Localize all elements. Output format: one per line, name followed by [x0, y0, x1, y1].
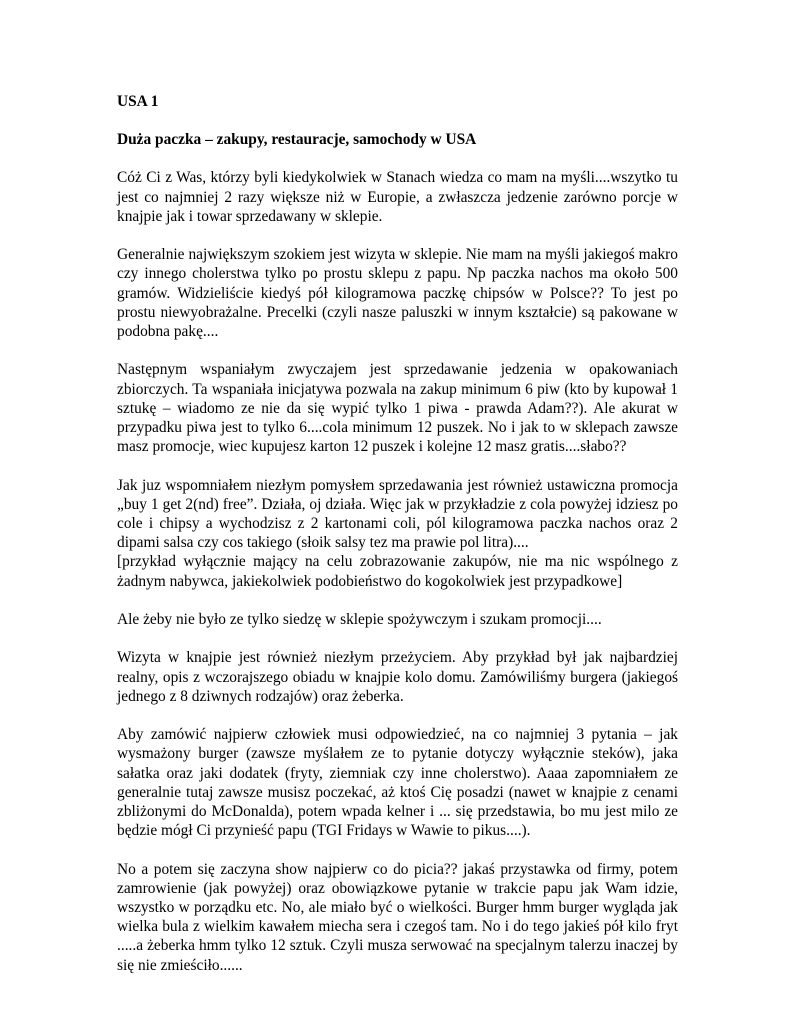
document-subtitle: Duża paczka – zakupy, restauracje, samochody w USA: [117, 131, 477, 149]
paragraph-the-show: No a potem się zaczyna show najpierw co do picia?? jakaś przystawka od firmy, potem zamrowienie (jak powyżej) oraz obowiązkowe pytanie w trakcie papu jak Wam idzie, wszystko w porządku etc. No, ale miało być o wielkości. Burger hmm burger wygląda jak wielka bula z wielkim kawałem miecha sera i czegoś tam. No i do tego jakieś pół kilo fryt .....a żeberka hmm tylko 12 sztuk. Czyli musza serwować na specjalnym talerzu inaczej by się nie zmieściło......: [117, 860, 678, 974]
document-body: [117, 92, 678, 994]
paragraph-shop-shock: Generalnie największym szokiem jest wizyta w sklepie. Nie mam na myśli jakiegoś makro czy innego cholerstwa tylko po prostu sklepu z papu. Np paczka nachos ma około 500 gramów. Widzieliście kiedyś pół kilogramowa paczkę chipsów w Polsce?? To jest po prostu niewyobrażalne. Precelki (czyli nasze paluszki w innym kształcie) są pakowane w podobna pakę....: [117, 246, 678, 341]
paragraph-bulk-packaging: Następnym wspaniałym zwyczajem jest sprzedawanie jedzenia w opakowaniach zbiorczych. Ta wspaniała inicjatywa pozwala na zakup minimum 6 piw (kto by kupował 1 sztukę – wiadomo ze nie da się wypić tylko 1 piwa - prawda Adam??). Ale akurat w przypadku piwa jest to tylko 6....cola minimum 12 puszek. No i jak to w sklepach zawsze masz promocje, wiec kupujesz karton 12 puszek i kolejne 12 masz gratis....słabo??: [117, 361, 678, 456]
disclaimer-note: [przykład wyłącznie mający na celu zobrazowanie zakupów, nie ma nic wspólnego z żadnym nabywca, jakiekolwiek podobieństwo do kogokolwiek jest przypadkowe]: [117, 553, 678, 590]
paragraph-restaurant-visit: Wizyta w knajpie jest również niezłym przeżyciem. Aby przykład był jak najbardziej realny, opis z wczorajszego obiadu w knajpie kolo domu. Zamówiliśmy burgera (jakiegoś jednego z 8 dziwnych rodzajów) oraz żeberka.: [117, 649, 678, 705]
paragraph-ordering: Aby zamówić najpierw człowiek musi odpowiedzieć, na co najmniej 3 pytania – jak wysmażony burger (zawsze myślałem ze to pytanie dotyczy wyłącznie steków), jaka sałatka oraz jaki dodatek (fryty, ziemniak czy inne cholerstwo). Aaaa zapomniałem ze generalnie tutaj zawsze musisz poczekać, aż ktoś Cię posadzi (nawet w knajpie z cenami zbliżonymi do McDonalda), potem wpada kelner i ... się przedstawia, bo mu jest milo ze będzie mógł Ci przynieść papu (TGI Fridays w Wawie to pikus....).: [117, 726, 678, 840]
paragraph-promotion: [117, 476, 678, 591]
paragraph-intro: Cóż Ci z Was, którzy byli kiedykolwiek w Stanach wiedza co mam na myśli....wszytko tu jest co najmniej 2 razy większe niż w Europie, a zwłaszcza jedzenie zarówno porcje w knajpie jak i towar sprzedawany w sklepie.: [117, 169, 678, 225]
document-title: USA 1: [117, 93, 159, 110]
paragraph-promotion-text: Jak juz wspomniałem niezłym pomysłem sprzedawania jest również ustawiczna promocja „buy 1 get 2(nd) free”. Działa, oj działa. Więc jak w przykładzie z cola powyżej idziesz po cole i chipsy a wychodzisz z 2 kartonami coli, pól kilogramowa paczka nachos oraz 2 dipami salsa czy cos takiego (słoik salsy tez ma prawie pol litra)....: [117, 476, 678, 552]
paragraph-transition: Ale żeby nie było ze tylko siedzę w sklepie spożywczym i szukam promocji....: [117, 611, 602, 629]
